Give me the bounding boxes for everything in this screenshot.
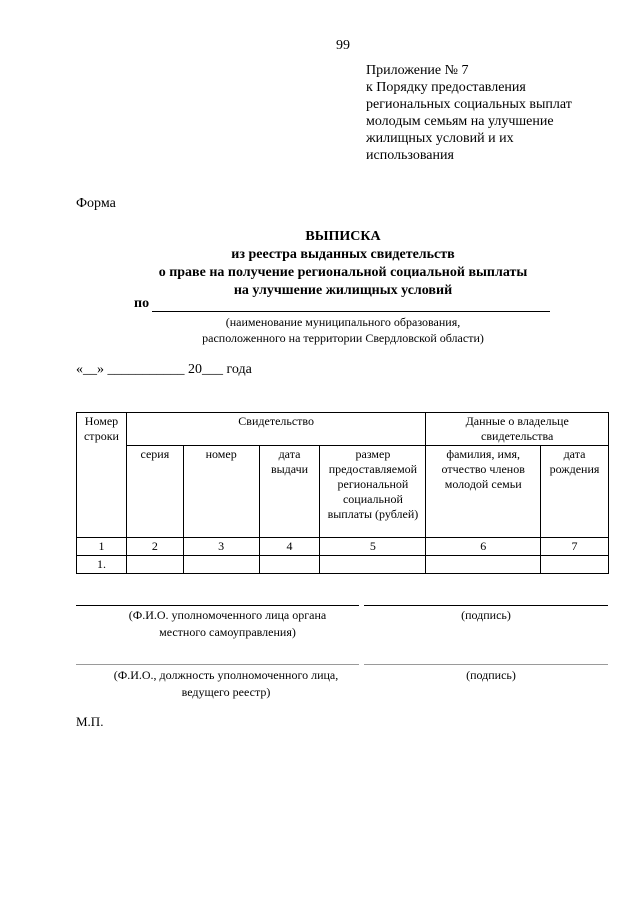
column-number: 2: [126, 538, 183, 556]
header-payment-amount: размер предоставляемой региональной социальной выплаты (рублей): [320, 446, 426, 538]
header-birth-date: дата рождения: [541, 446, 609, 538]
table-cell[interactable]: [126, 556, 183, 574]
date-line: «__» ___________ 20___ года: [76, 362, 252, 377]
registrar-signature-caption: (подпись): [466, 668, 516, 682]
column-number: 6: [426, 538, 541, 556]
table-cell[interactable]: [183, 556, 259, 574]
title-line-3: на улучшение жилищных условий: [233, 283, 453, 298]
table-cell[interactable]: [320, 556, 426, 574]
official-caption-line-1: (Ф.И.О. уполномоченного лица органа: [128, 608, 327, 622]
form-label: Форма: [76, 196, 116, 211]
annex-line: к Порядку предоставления: [366, 80, 526, 95]
column-number: 7: [541, 538, 609, 556]
po-label: по: [134, 296, 150, 311]
municipality-caption-line-1: (наименование муниципального образования,: [225, 315, 461, 329]
title-line-1: из реестра выданных свидетельств: [231, 247, 455, 262]
table-subheader-row: [77, 446, 609, 538]
annex-line: региональных социальных выплат: [366, 97, 572, 112]
column-number: 3: [183, 538, 259, 556]
table-cell[interactable]: [541, 556, 609, 574]
registrar-signature-line[interactable]: [364, 664, 608, 665]
registrar-name-line[interactable]: [76, 664, 359, 665]
stamp-label: М.П.: [76, 714, 104, 729]
official-name-caption: [76, 607, 379, 641]
registrar-caption-line-2: ведущего реестр): [181, 685, 271, 699]
official-name-line[interactable]: [76, 605, 359, 606]
header-family-members: фамилия, имя, отчество членов молодой семьи: [426, 446, 541, 538]
annex-reference: [366, 62, 626, 164]
document-heading: ВЫПИСКА: [305, 229, 381, 244]
column-number: 1: [77, 538, 127, 556]
annex-line: использования: [366, 148, 454, 163]
column-number: 4: [259, 538, 320, 556]
row-number-cell: 1.: [77, 556, 127, 574]
registrar-name-caption: [76, 667, 376, 701]
official-signature-line[interactable]: [364, 605, 608, 606]
title-line-2: о праве на получение региональной социальной выплаты: [158, 265, 528, 280]
header-issue-date: дата выдачи: [259, 446, 320, 538]
table-header-row: [77, 413, 609, 446]
column-number: 5: [320, 538, 426, 556]
header-row-number: Номер строки: [77, 413, 127, 538]
municipality-fill-line[interactable]: [152, 311, 550, 312]
official-signature-caption: (подпись): [461, 608, 511, 622]
header-certificate-group: Свидетельство: [126, 413, 425, 446]
official-caption-line-2: местного самоуправления): [159, 625, 296, 639]
table-cell[interactable]: [259, 556, 320, 574]
registrar-caption-line-1: (Ф.И.О., должность уполномоченного лица,: [113, 668, 339, 682]
municipality-caption-line-2: расположенного на территории Свердловской области): [202, 331, 484, 345]
annex-line: молодым семьям на улучшение: [366, 114, 554, 129]
column-number-row: [77, 538, 609, 556]
registry-table: [76, 412, 609, 574]
table-row: [77, 556, 609, 574]
annex-line: Приложение № 7: [366, 63, 469, 78]
table-cell[interactable]: [426, 556, 541, 574]
annex-line: жилищных условий и их: [366, 131, 514, 146]
header-owner-group: Данные о владельце свидетельства: [426, 413, 609, 446]
page-number: 99: [336, 38, 350, 53]
header-number: номер: [183, 446, 259, 538]
header-series: серия: [126, 446, 183, 538]
